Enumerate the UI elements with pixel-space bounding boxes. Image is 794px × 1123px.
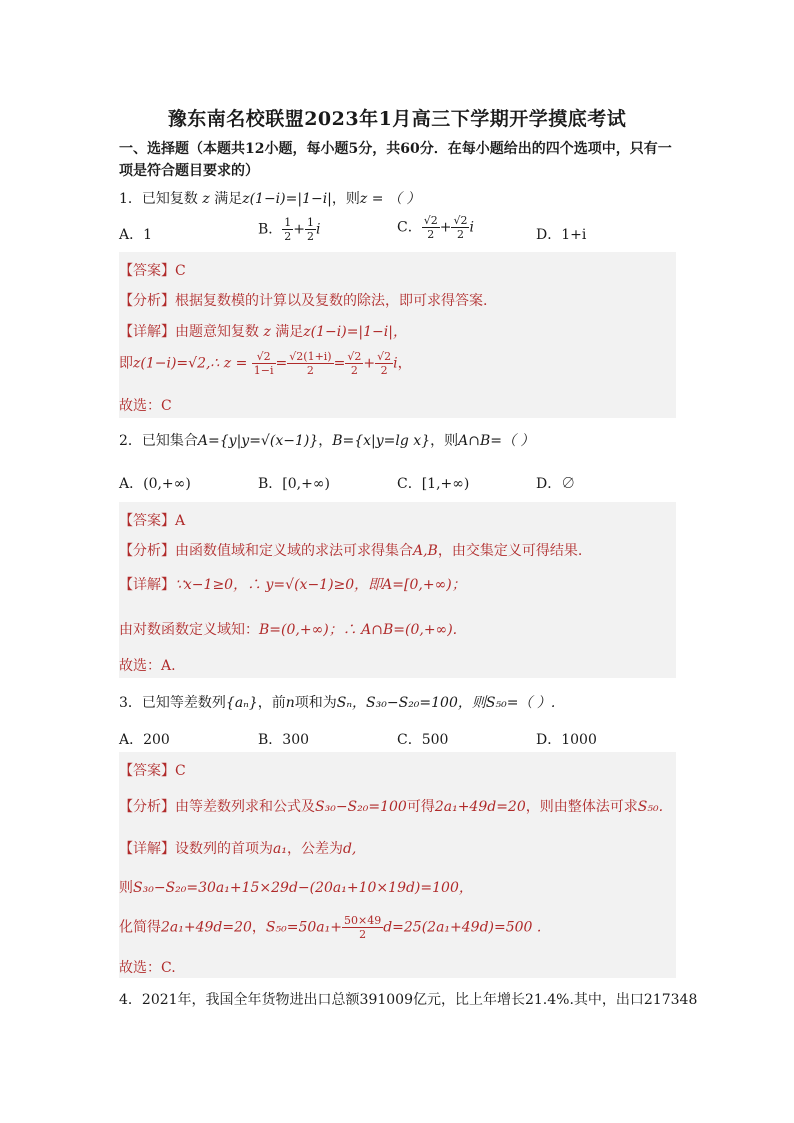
q1-derivation: 即z(1−i)=√2,∴ z = $\frac{√2}{1-i}$ = $\frac{√2(1+i)}{2}$ = $\frac{√2}{2}$ + $\frac{√2}{2}$ i， [119, 350, 412, 377]
question-4: 4．2021年，我国全年货物进出口总额391009亿元，比上年增长21.4%.其中，出口217348 [119, 992, 698, 1008]
q2-analysis: 【分析】由函数值域和定义域的求法可求得集合A,B，由交集定义可得结果. [119, 543, 583, 559]
q2-option-c: C．[1,+∞) [397, 476, 470, 492]
q3-solution-box [119, 752, 676, 978]
section-heading: 一、选择题（本题共12小题，每小题5分，共60分．在每小题给出的四个选项中，只有一项是符合题目要求的） [119, 141, 672, 179]
q2-answer: 【答案】A [119, 513, 186, 529]
q1-option-a: A．1 [119, 227, 153, 243]
q2-detail: 【详解】∵x−1≥0，∴ y=√(x−1)≥0，即A=[0,+∞)； [119, 577, 466, 593]
q3-analysis: 【分析】由等差数列求和公式及S₃₀−S₂₀=100可得2a₁+49d=20，则由整体法可求S₅₀. [119, 799, 664, 815]
q1-conclusion: 故选：C [119, 398, 172, 414]
q1-analysis: 【分析】根据复数模的计算以及复数的除法，即可求得答案. [119, 293, 488, 309]
q1-solution-box [119, 252, 676, 418]
q2-derivation: 由对数函数定义域知：B=(0,+∞)；∴ A∩B=(0,+∞). [119, 622, 458, 638]
q1-detail: 【详解】由题意知复数 z 满足z(1−i)=|1−i|， [119, 324, 407, 340]
q3-derivation-1: 则S₃₀−S₂₀=30a₁+15×29d−(20a₁+10×19d)=100， [119, 880, 473, 896]
q3-derivation-2: 化简得2a₁+49d=20，S₅₀=50a₁+ $\frac{50\times 49}{2}$ d=25(2a₁+49d)=500 . [119, 914, 542, 941]
q3-answer: 【答案】C [119, 763, 186, 779]
question-1: 1．已知复数 z 满足z(1−i)=|1−i|，则z = （ ） [119, 191, 421, 207]
q3-option-c: C．500 [397, 732, 449, 748]
question-3: 3．已知等差数列{aₙ}，前n项和为Sₙ，S₃₀−S₂₀=100，则S₅₀=（ ）. [119, 695, 556, 711]
q2-option-b: B．[0,+∞) [258, 476, 330, 492]
q1-option-b: B． $\frac{1}{2}$ + $\frac{1}{2}$ i [258, 216, 321, 243]
q2-solution-box [119, 502, 676, 678]
q1-answer: 【答案】C [119, 263, 186, 279]
question-2: 2．已知集合A={y|y=√(x−1)}，B={x|y=lg x}，则A∩B=（ ） [119, 433, 535, 449]
q3-option-b: B．300 [258, 732, 310, 748]
q3-option-a: A．200 [119, 732, 170, 748]
q2-conclusion: 故选：A. [119, 658, 176, 674]
q1-option-d: D．1+i [536, 227, 587, 243]
q2-option-a: A．(0,+∞) [119, 476, 191, 492]
q1-option-c: C． $\frac{√2}{2}$ + $\frac{√2}{2}$ i [397, 214, 474, 241]
q3-detail: 【详解】设数列的首项为a₁，公差为d, [119, 841, 357, 857]
q2-option-d: D．∅ [536, 476, 576, 492]
exam-title: 豫东南名校联盟2023年1月高三下学期开学摸底考试 [167, 108, 627, 130]
q3-option-d: D．1000 [536, 732, 597, 748]
q3-conclusion: 故选：C. [119, 960, 176, 976]
